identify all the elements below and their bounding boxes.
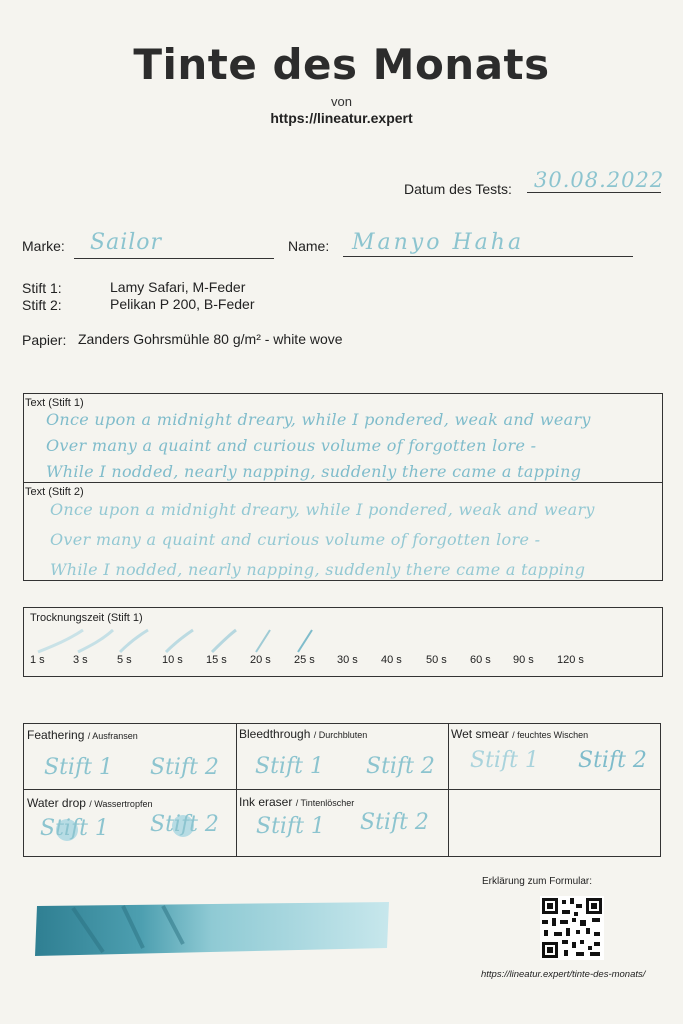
test-wet-smear-stift2: Stift 2 (578, 748, 647, 773)
drying-tick-label: 15 s (206, 654, 227, 666)
paper-value: Zanders Gohrsmühle 80 g/m² - white wove (78, 331, 343, 347)
drying-tick-label: 50 s (426, 654, 447, 666)
date-value: 30.08.2022 (534, 168, 665, 192)
tests-grid (23, 723, 661, 857)
text-sample-2-line-2: Over many a quaint and curious volume of forgotten lore - (50, 530, 541, 549)
smear-stroke (78, 630, 113, 652)
date-label: Datum des Tests: (404, 181, 512, 197)
qr-code[interactable] (540, 896, 604, 960)
smear-stroke (166, 630, 193, 652)
smear-stroke (256, 630, 270, 652)
footer-link[interactable]: https://lineatur.expert/tinte-des-monats/ (481, 969, 646, 980)
subtitle-von: von (331, 94, 352, 109)
ink-swatch (33, 898, 393, 958)
test-water-drop-stift1: Stift 1 (40, 816, 109, 841)
drying-tick-label: 10 s (162, 654, 183, 666)
text-sample-2-label: Text (Stift 2) (25, 486, 84, 498)
text-sample-1-line-3: While I nodded, nearly napping, suddenly there came a tapping (46, 462, 582, 481)
drying-time-label: Trocknungszeit (Stift 1) (30, 612, 143, 624)
test-wet-smear-stift1: Stift 1 (470, 748, 539, 773)
name-line (343, 256, 633, 257)
text-sample-divider (23, 482, 663, 483)
text-sample-2-line-3: While I nodded, nearly napping, suddenly there came a tapping (50, 560, 586, 579)
test-ink-eraser-stift2: Stift 2 (360, 810, 429, 835)
test-bleedthrough-stift1: Stift 1 (255, 754, 324, 779)
drying-tick-label: 3 s (73, 654, 88, 666)
smear-stroke (38, 630, 83, 652)
test-wet-smear-title: Wet smear / feuchtes Wischen (451, 727, 589, 741)
text-sample-2-line-1: Once upon a midnight dreary, while I pondered, weak and weary (50, 500, 595, 519)
tests-grid-vline-2 (448, 723, 449, 857)
test-bleedthrough-title: Bleedthrough / Durchbluten (239, 727, 368, 741)
brand-value: Sailor (90, 230, 163, 255)
text-sample-1-line-2: Over many a quaint and curious volume of forgotten lore - (46, 436, 537, 455)
smear-stroke (120, 630, 148, 652)
test-ink-eraser-title: Ink eraser / Tintenlöscher (239, 795, 355, 809)
pen2-label: Stift 2: (22, 297, 62, 313)
paper-label: Papier: (22, 332, 67, 348)
brand-line (74, 258, 274, 259)
drying-tick-label: 60 s (470, 654, 491, 666)
test-feathering-title: Feathering / Ausfransen (27, 728, 138, 742)
drying-tick-label: 5 s (117, 654, 132, 666)
test-water-drop-stift2: Stift 2 (150, 812, 219, 837)
footer-explain-label: Erklärung zum Formular: (482, 876, 593, 887)
test-ink-eraser-stift1: Stift 1 (256, 814, 325, 839)
pen1-label: Stift 1: (22, 280, 62, 296)
name-value: Manyo Haha (352, 230, 525, 255)
header-url: https://lineatur.expert (270, 110, 413, 126)
test-water-drop-title: Water drop / Wassertropfen (27, 796, 153, 810)
drying-tick-label: 120 s (557, 654, 584, 666)
drying-smear-strokes (28, 622, 328, 658)
drying-tick-label: 25 s (294, 654, 315, 666)
drying-tick-label: 40 s (381, 654, 402, 666)
pen1-value: Lamy Safari, M-Feder (110, 279, 246, 295)
brand-label: Marke: (22, 238, 65, 254)
test-feathering-stift2: Stift 2 (150, 755, 219, 780)
test-feathering-stift1: Stift 1 (44, 755, 113, 780)
pen2-value: Pelikan P 200, B-Feder (110, 296, 255, 312)
smear-stroke (298, 630, 312, 652)
text-sample-1-label: Text (Stift 1) (25, 397, 84, 409)
drying-tick-label: 30 s (337, 654, 358, 666)
drying-tick-label: 1 s (30, 654, 45, 666)
name-label: Name: (288, 238, 330, 254)
tests-grid-vline-1 (236, 723, 237, 857)
drying-tick-label: 90 s (513, 654, 534, 666)
drying-tick-label: 20 s (250, 654, 271, 666)
tests-grid-hline (23, 789, 661, 790)
text-sample-1-line-1: Once upon a midnight dreary, while I pondered, weak and weary (46, 410, 591, 429)
date-line (527, 192, 661, 193)
test-bleedthrough-stift2: Stift 2 (366, 754, 435, 779)
page-title: Tinte des Monats (133, 40, 550, 89)
smear-stroke (212, 630, 236, 652)
